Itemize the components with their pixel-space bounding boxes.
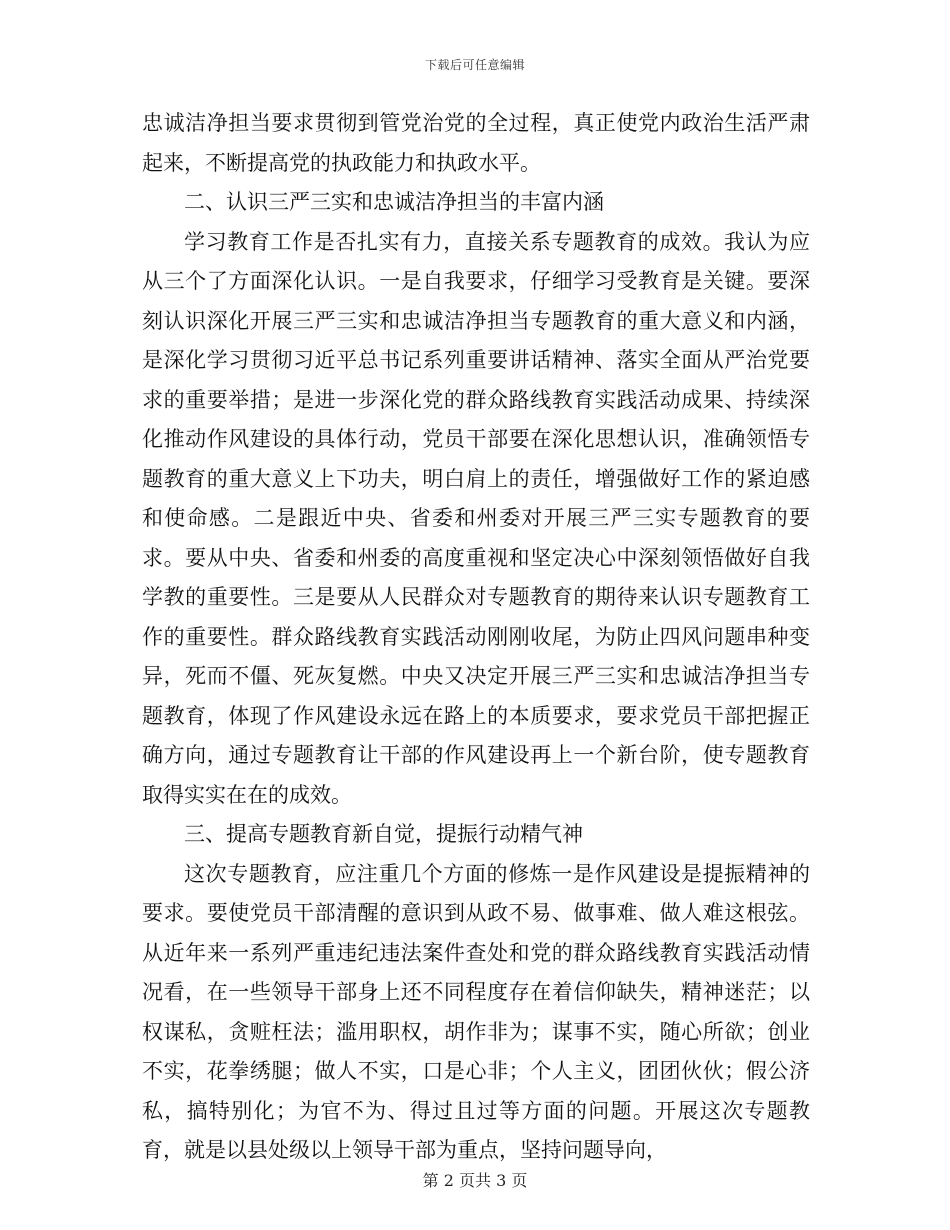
paragraph-continuation: 忠诚洁净担当要求贯彻到管党治党的全过程，真正使党内政治生活严肃起来，不断提高党的执政能力和执政水平。 <box>142 111 810 175</box>
page-number: 第 2 页共 3 页 <box>422 1171 528 1190</box>
section-heading-2: 二、认识三严三实和忠诚洁净担当的丰富内涵 <box>184 190 604 214</box>
paragraph-section-3-body: 这次专题教育，应注重几个方面的修炼一是作风建设是提振精神的要求。要使党员干部清醒的意识到从政不易、做事难、做人难这根弦。从近年来一系列严重违纪违法案件查处和党的群众路线教育实践活动情况看，在一些领导干部身上还不同程度存在着信仰缺失，精神迷茫；以权谋私，贪赃枉法；滥用职权，胡作非为；谋事不实，随心所欲；创业不实，花拳绣腿；做人不实，口是心非；个人主义，团团伙伙；假公济私，搞特别化；为官不为、得过且过等方面的问题。开展这次专题教育，就是以县处级以上领导干部为重点，坚持问题导向， <box>142 861 810 1162</box>
page-header-note: 下载后可任意编辑 <box>424 58 525 72</box>
document-body <box>142 104 810 1171</box>
section-heading-3: 三、提高专题教育新自觉，提振行动精气神 <box>184 822 583 846</box>
paragraph-section-2-body: 学习教育工作是否扎实有力，直接关系专题教育的成效。我认为应从三个了方面深化认识。一是自我要求，仔细学习受教育是关键。要深刻认识深化开展三严三实和忠诚洁净担当专题教育的重大意义和内涵，是深化学习贯彻习近平总书记系列重要讲话精神、落实全面从严治党要求的重要举措；是进一步深化党的群众路线教育实践活动成果、持续深化推动作风建设的具体行动，党员干部要在深化思想认识，准确领悟专题教育的重大意义上下功夫，明白肩上的责任，增强做好工作的紧迫感和使命感。二是跟近中央、省委和州委对开展三严三实专题教育的要求。要从中央、省委和州委的高度重视和坚定决心中深刻领悟做好自我学教的重要性。三是要从人民群众对专题教育的期待来认识专题教育工作的重要性。群众路线教育实践活动刚刚收尾，为防止四风问题串种变异，死而不僵、死灰复燃。中央又决定开展三严三实和忠诚洁净担当专题教育，体现了作风建设永远在路上的本质要求，要求党员干部把握正确方向，通过专题教育让干部的作风建设再上一个新台阶，使专题教育取得实实在在的成效。 <box>142 229 810 807</box>
